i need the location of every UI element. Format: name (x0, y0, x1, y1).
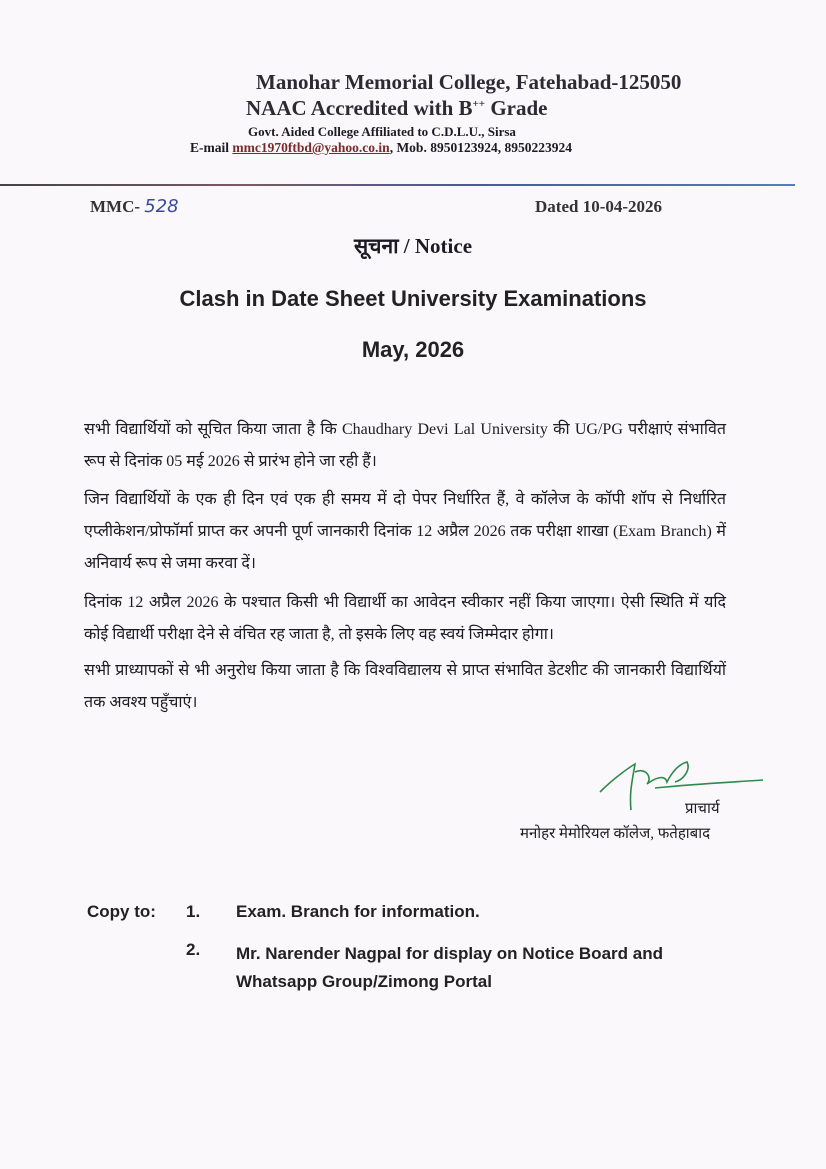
ref-handwritten-number: 528 (144, 196, 179, 217)
naac-sup: ++ (472, 98, 486, 110)
email-link[interactable]: mmc1970ftbd@yahoo.co.in (232, 140, 390, 155)
paragraph-1: सभी विद्यार्थियों को सूचित किया जाता है कि Chaudhary Devi Lal University की UG/PG परीक्षाएं संभावित रूप से दिनांक 05 मई 2026 से प्रारंभ होने जा रही हैं। (84, 421, 726, 470)
paragraph-4: सभी प्राध्यापकों से भी अनुरोध किया जाता है कि विश्वविद्यालय से प्राप्त संभावित डेटशीट की जानकारी विद्यार्थियों तक अवश्य पहुँचाएं। (84, 662, 726, 711)
copy-item-text: Exam. Branch for information. (236, 902, 480, 921)
mobile-numbers: , Mob. 8950123924, 8950223924 (389, 140, 572, 155)
notice-subtitle: May, 2026 (361, 337, 465, 362)
naac-grade (246, 96, 547, 121)
signatory-institution: मनोहर मेमोरियल कॉलेज, फतेहाबाद (520, 826, 711, 842)
copy-to-label: Copy to: (87, 902, 156, 921)
paragraph-2: जिन विद्यार्थियों के एक ही दिन एवं एक ही समय में दो पेपर निर्धारित हैं, वे कॉलेज के कॉपी शॉप से निर्धारित एप्लीकेशन/प्रोफॉर्मा प्राप्त कर अपनी पूर्ण जानकारी दिनांक 12 अप्रैल 2026 तक परीक्षा शाखा (Exam Branch) में अनिवार्य रूप से जमा करवा दें। (84, 491, 726, 572)
affiliation: Govt. Aided College Affiliated to C.D.L.U., Sirsa (248, 124, 516, 139)
reference-number (90, 196, 179, 217)
copy-item-number: 2. (186, 940, 201, 959)
college-name: Manohar Memorial College, Fatehabad-125050 (256, 70, 682, 94)
header-divider (0, 184, 795, 186)
naac-suffix: Grade (485, 96, 548, 120)
notice-date: Dated 10-04-2026 (535, 197, 663, 216)
notice-label: सूचना / Notice (353, 234, 473, 258)
ref-prefix: MMC- (90, 197, 145, 216)
signature-icon (595, 752, 770, 812)
signatory-designation: प्राचार्य (685, 801, 720, 817)
naac-text: NAAC Accredited with B (246, 96, 473, 120)
copy-item-text: Mr. Narender Nagpal for display on Notice Board and Whatsapp Group/Zimong Portal (236, 944, 663, 991)
notice-title: Clash in Date Sheet University Examinations (179, 286, 647, 311)
contact-line (190, 140, 572, 156)
copy-item-number: 1. (186, 902, 201, 921)
email-label: E-mail (190, 140, 233, 155)
paragraph-3: दिनांक 12 अप्रैल 2026 के पश्चात किसी भी विद्यार्थी का आवेदन स्वीकार नहीं किया जाएगा। ऐसी स्थिति में यदि कोई विद्यार्थी परीक्षा देने से वंचित रह जाता है, तो इसके लिए वह स्वयं जिम्मेदार होगा। (84, 594, 726, 643)
